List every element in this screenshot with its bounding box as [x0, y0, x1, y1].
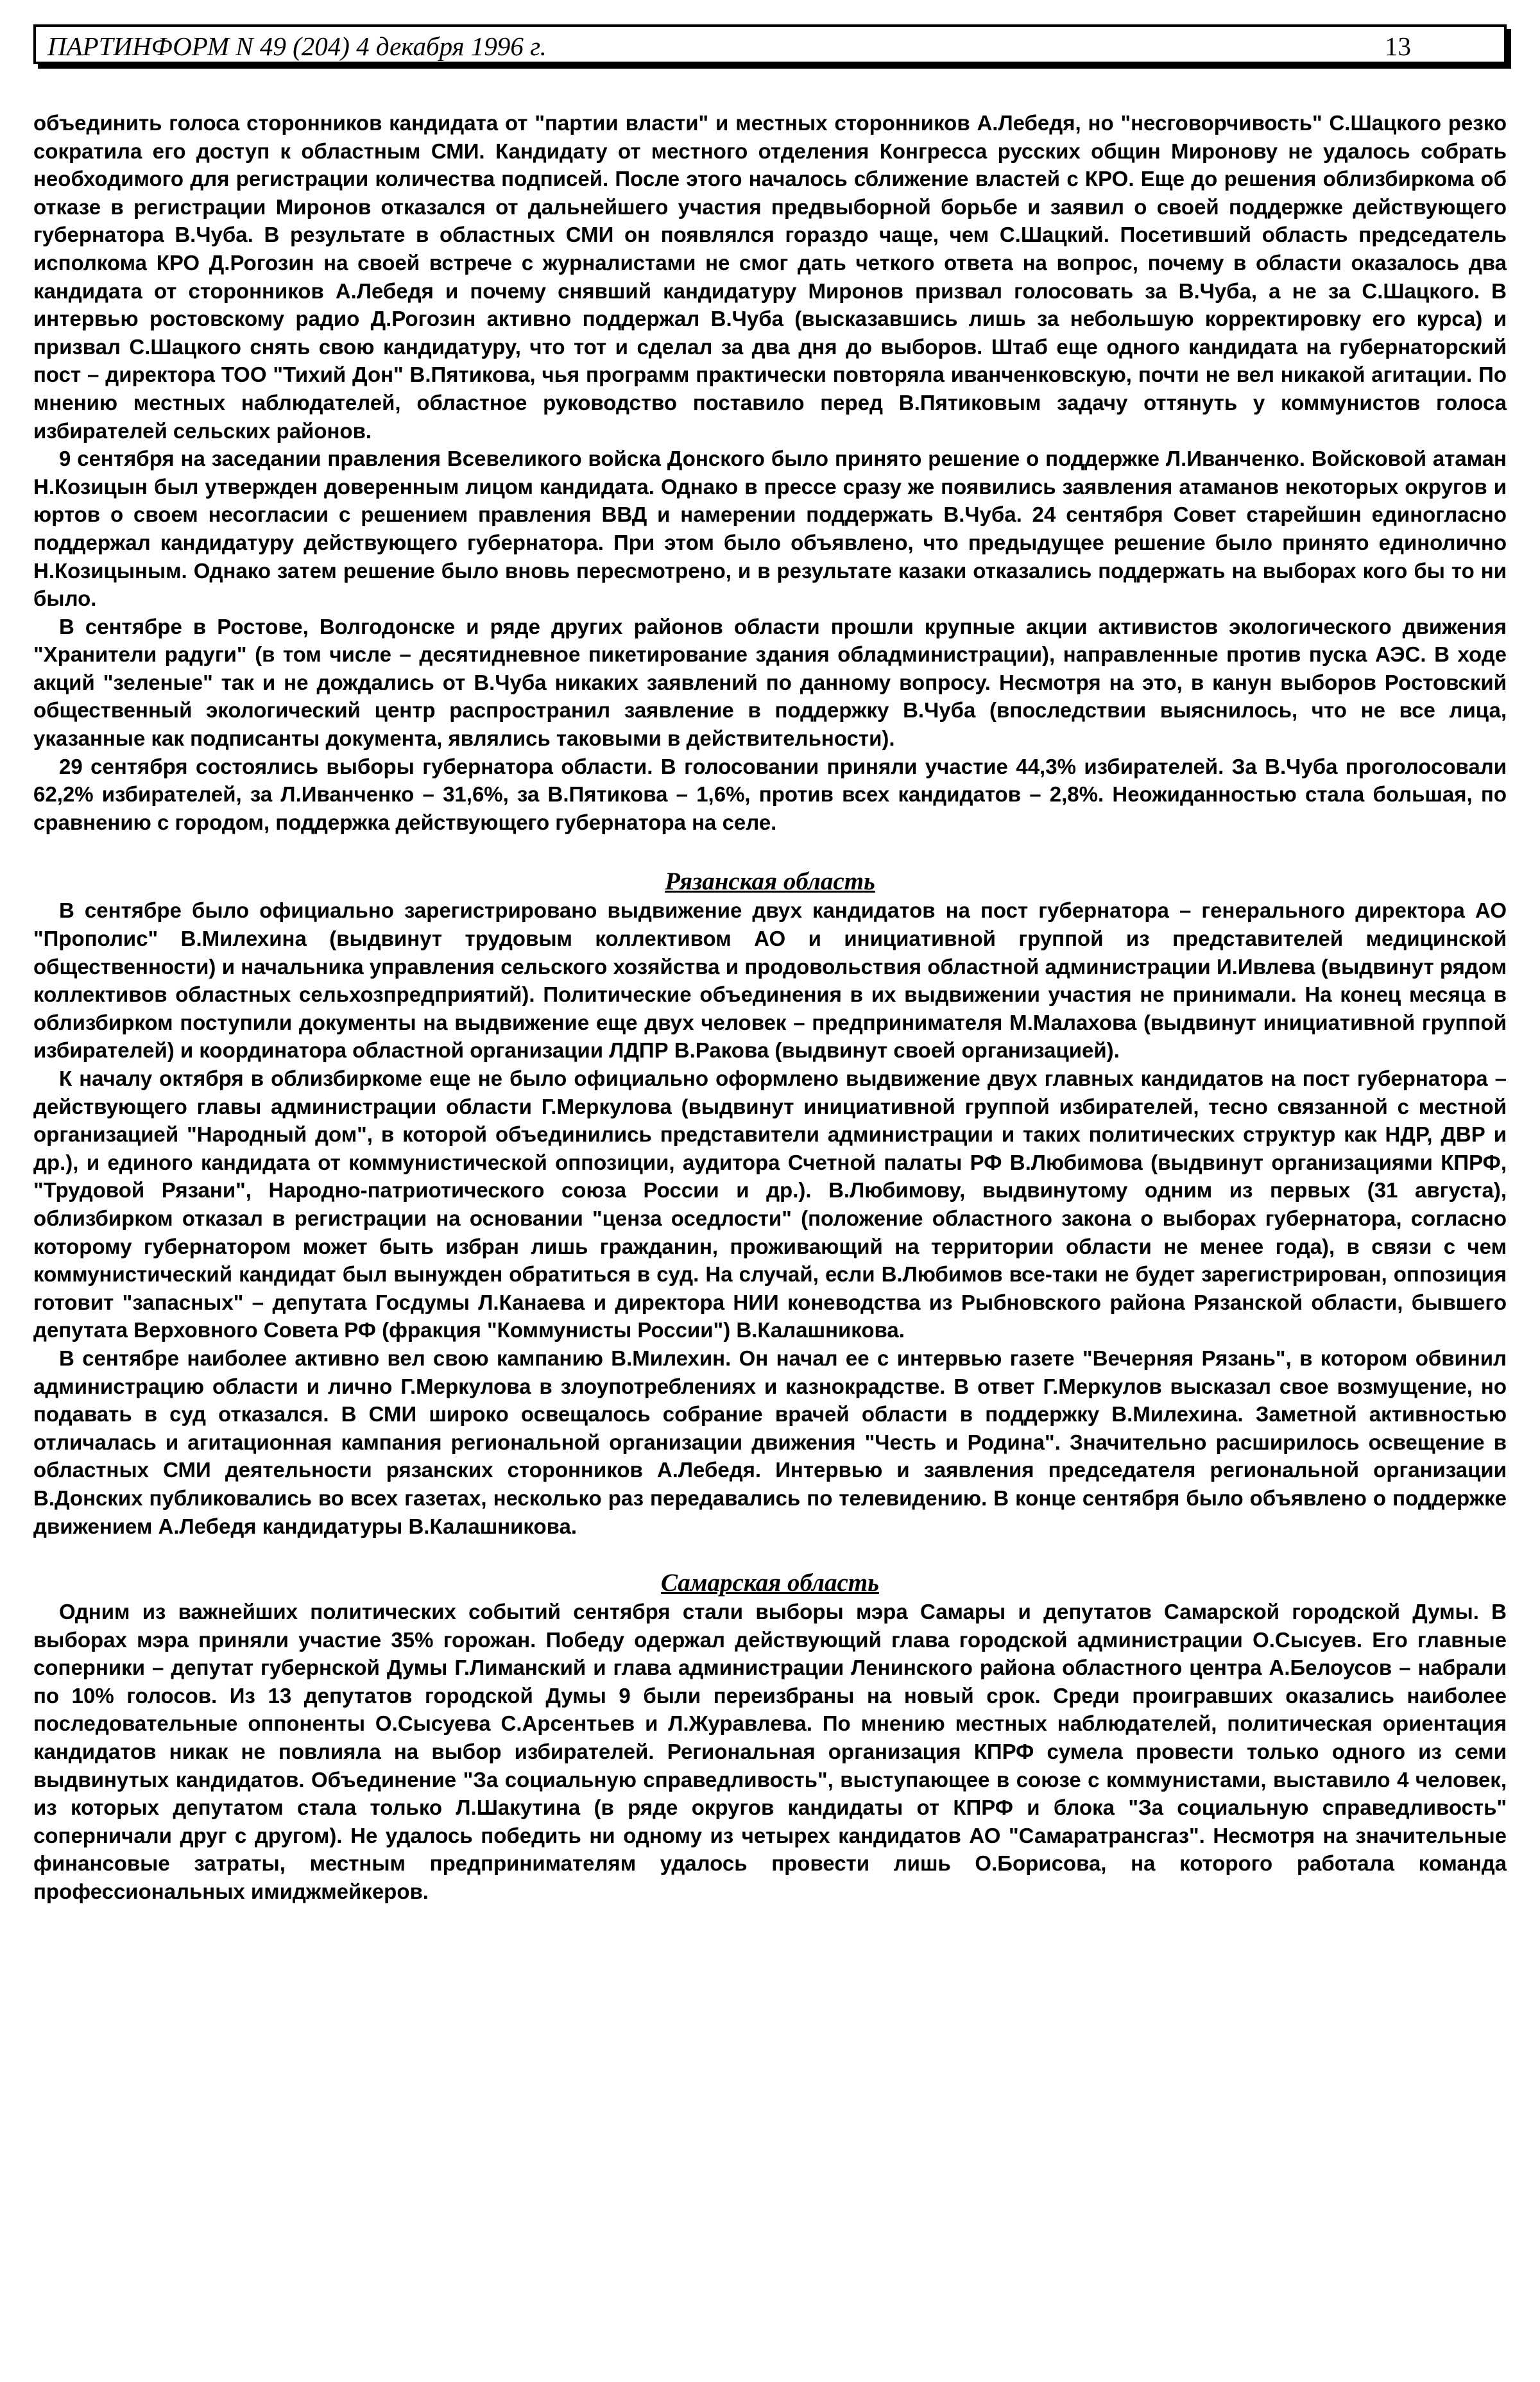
- paragraph: 29 сентября состоялись выборы губернатора области. В голосовании приняли участие 44,3% избирателей. За В.Чуба проголосовали 62,2% избирателей, за Л.Иванченко – 31,6%, за В.Пятикова – 1,6%, против всех кандидатов – 2,8%. Неожиданностью стала большая, по сравнению с городом, поддержка действующего губернатора на селе.: [33, 754, 1507, 834]
- section-title: Самарская область: [661, 1569, 879, 1597]
- paragraph: К началу октября в облизбиркоме еще не было официально оформлено выдвижение двух главных кандидатов на пост губернатора – действующего главы администрации области Г.Меркулова (выдвинут инициативной группой избирателей, тесно связанной с местной организацией "Народный дом", в которой объединились представители администрации и таких политических структур как НДР, ДВР и др.), и единого кандидата от коммунистической оппозиции, аудитора Счетной палаты РФ В.Любимова (выдвинут организациями КПРФ, "Трудовой Рязани", Народно-патриотического союза России и др.). В.Любимову, выдвинутому одним из первых (31 августа), облизбирком отказал в регистрации на основании "ценза оседлости" (положение областного закона о выборах губернатора, согласно которому губернатором может быть избран лишь гражданин, проживающий на территории области не менее года), в связи с чем коммунистический кандидат был вынужден обратиться в суд. На случай, если В.Любимов все-таки не будет зарегистрирован, оппозиция готовит "запасных" – депутата Госдумы Л.Канаева и директора НИИ коневодства из Рыбновского района Рязанской области, бывшего депутата Верховного Совета РФ (фракция "Коммунисты России") В.Калашникова.: [33, 1067, 1507, 1342]
- section-title: Рязанская область: [665, 868, 875, 896]
- paragraph: Одним из важнейших политических событий сентября стали выборы мэра Самары и депутатов Самарской городской Думы. В выборах мэра приняли участие 35% горожан. Победу одержал действующий глава городской администрации О.Сысуев. Его главные соперники – депутат губернской Думы Г.Лиманский и глава администрации Ленинского района областного центра А.Белоусов – набрали по 10% голосов. Из 13 депутатов городской Думы 9 были переизбраны на новый срок. Среди проигравших оказались наиболее последовательные оппоненты О.Сысуева С.Арсентьев и Л.Журавлева. По мнению местных наблюдателей, политическая ориентация кандидатов никак не повлияла на выбор избирателей. Региональная организация КПРФ сумела провести только одного из семи выдвинутых кандидатов. Объединение "За социальную справедливость", выступающее в союзе с коммунистами, выставило 4 человек, из которых депутатом стала только Л.Шакутина (в ряде округов кандидаты от КПРФ и блока "За социальную справедливость" соперничали друг с другом). Не удалось победить ни одному из четырех кандидатов АО "Самаратрансгаз". Несмотря на значительные финансовые затраты, местным предпринимателям удалось провести лишь О.Борисова, на которого работала команда профессиональных имиджмейкеров.: [33, 1600, 1507, 1904]
- paragraph: В сентябре в Ростове, Волгодонске и ряде других районов области прошли крупные акции активистов экологического движения "Хранители радуги" (в том числе – десятидневное пикетирование здания обладминистрации), направленные против пуска АЭС. В ходе акций "зеленые" так и не дождались от В.Чуба никаких заявлений по данному вопросу. Несмотря на это, в канун выборов Ростовский общественный экологический центр распространил заявление в поддержку В.Чуба (впоследствии выяснилось, что не все лица, указанные как подписанты документа, являлись таковыми в действительности).: [33, 614, 1507, 751]
- paragraph: 9 сентября на заседании правления Всевеликого войска Донского было принято решение о поддержке Л.Иванченко. Войсковой атаман Н.Козицын был утвержден доверенным лицом кандидата. Однако в прессе сразу же появились заявления атаманов некоторых округов и юртов о своем несогласии с решением правления ВВД и намерении поддержать В.Чуба. 24 сентября Совет старейшин единогласно поддержал кандидатуру действующего губернатора. При этом было объявлено, что предыдущее решение было принято единолично Н.Козицыным. Однако затем решение было вновь пересмотрено, и в результате казаки отказались поддержать на выборах кого бы то ни было.: [33, 447, 1507, 611]
- paragraph: В сентябре было официально зарегистрировано выдвижение двух кандидатов на пост губернатора – генерального директора АО "Прополис" В.Милехина (выдвинут трудовым коллективом АО и инициативной группой из представителей медицинской общественности) и начальника управления сельского хозяйства и продовольствия областной администрации И.Ивлева (выдвинут рядом коллективов областных сельхозпредприятий). Политические объединения в их выдвижении участия не принимали. На конец месяца в облизбирком поступили документы на выдвижение еще двух человек – предпринимателя М.Малахова (выдвинут инициативной группой избирателей) и координатора областной организации ЛДПР В.Ракова (выдвинут своей организацией).: [33, 898, 1507, 1063]
- paragraph: объединить голоса сторонников кандидата от "партии власти" и местных сторонников А.Лебедя, но "несговорчивость" С.Шацкого резко сократила его доступ к областным СМИ. Кандидату от местного отделения Конгресса русских общин Миронову не удалось собрать необходимого для регистрации количества подписей. После этого началось сближение властей с КРО. Еще до решения облизбиркома об отказе в регистрации Миронов отказался от дальнейшего участия предвыборной борьбе и заявил о своей поддержке действующего губернатора В.Чуба. В результате в областных СМИ он появлялся гораздо чаще, чем С.Шацкий. Посетивший область председатель исполкома КРО Д.Рогозин на своей встрече с журналистами не смог дать четкого ответа на вопрос, почему в области оказалось два кандидата от сторонников А.Лебедя и почему снявший кандидатуру Миронов призвал голосовать за В.Чуба, а не за С.Шацкого. В интервью ростовскому радио Д.Рогозин активно поддержал В.Чуба (высказавшись лишь за небольшую корректировку его курса) и призвал С.Шацкого снять свою кандидатуру, что тот и сделал за два дня до выборов. Штаб еще одного кандидата на губернаторский пост – директора ТОО "Тихий Дон" В.Пятикова, чья программ практически повторяла иванченковскую, почти не вел никакой агитации. По мнению местных наблюдателей, областное руководство поставило перед В.Пятиковым задачу оттянуть у коммунистов голоса избирателей сельских районов.: [33, 111, 1507, 443]
- page-number: 13: [1385, 31, 1411, 61]
- page-header: [33, 24, 1507, 64]
- samara-section: [33, 1568, 1507, 1906]
- page: [33, 24, 1507, 1906]
- paragraph: В сентябре наиболее активно вел свою кампанию В.Милехин. Он начал ее с интервью газете "Вечерняя Рязань", в котором обвинил администрацию области и лично Г.Меркулова в злоупотреблениях и казнокрадстве. В ответ Г.Меркулов высказал свое возмущение, но подавать в суд отказался. В СМИ широко освещалось собрание врачей области в поддержку В.Милехина. Заметной активностью отличалась и агитационная кампания региональной организации движения "Честь и Родина". Значительно расширилось освещение в областных СМИ деятельности рязанских сторонников А.Лебедя. Интервью и заявления председателя региональной организации В.Донских публиковались во всех газетах, несколько раз передавались по телевидению. В конце сентября было объявлено о поддержке движением А.Лебедя кандидатуры В.Калашникова.: [33, 1346, 1507, 1538]
- rostov-continuation: [33, 109, 1507, 836]
- ryazan-section: [33, 867, 1507, 1540]
- publication-title: ПАРТИНФОРМ N 49 (204) 4 декабря 1996 г.: [47, 31, 547, 61]
